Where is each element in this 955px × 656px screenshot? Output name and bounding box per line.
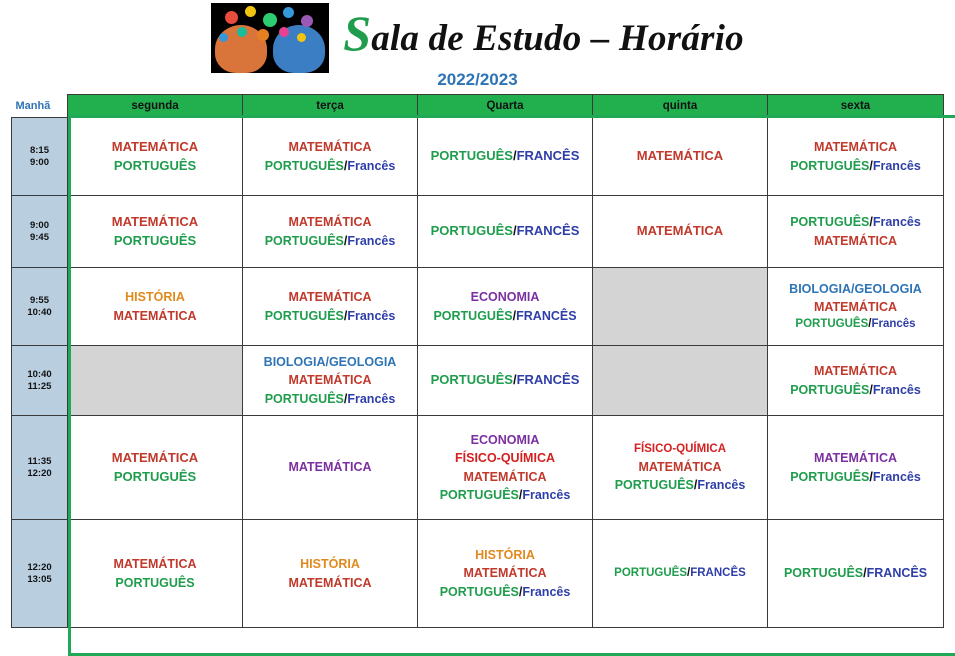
subject-token: MATEMÁTICA <box>288 215 372 230</box>
timetable-cell <box>418 416 593 520</box>
subject-line <box>246 574 414 592</box>
subject-line <box>596 476 764 494</box>
page-title <box>343 4 744 61</box>
subject-token: MATEMÁTICA <box>638 459 722 474</box>
timetable-cell <box>768 520 944 628</box>
subject-token: PORTUGUÊS <box>439 584 519 599</box>
subject-line <box>421 546 589 564</box>
timetable-row <box>12 346 944 416</box>
subject-token: Francês <box>347 308 396 323</box>
subject-token: / <box>343 158 348 173</box>
subject-line <box>421 431 589 449</box>
subject-line <box>771 298 940 316</box>
subject-line <box>421 288 589 306</box>
subject-line <box>71 555 239 573</box>
timetable-row <box>12 268 944 346</box>
timetable-row <box>12 118 944 196</box>
subject-token: MATEMÁTICA <box>813 140 898 155</box>
subject-token: PORTUGUÊS <box>264 308 344 323</box>
subject-token: Francês <box>347 158 396 173</box>
subject-line <box>771 280 940 298</box>
timetable <box>11 94 944 628</box>
subject-line <box>71 574 239 592</box>
time-cell: 8:15 9:00 <box>12 118 68 196</box>
subject-token: PORTUGUÊS <box>790 382 870 397</box>
subject-line <box>421 486 589 504</box>
subject-token: PORTUGUÊS <box>790 215 870 230</box>
subject-line <box>421 147 589 166</box>
subject-token: PORTUGUÊS <box>614 477 694 492</box>
subject-token: PORTUGUÊS <box>264 391 344 406</box>
subject-token: / <box>869 215 873 230</box>
day-header-quarta: Quarta <box>418 95 593 118</box>
subject-line <box>246 353 414 371</box>
subject-token: MATEMÁTICA <box>111 138 199 154</box>
subject-line <box>771 232 940 250</box>
subject-line <box>246 232 414 250</box>
subject-line <box>246 157 414 175</box>
subject-token: PORTUGUÊS <box>113 157 197 173</box>
subject-line <box>596 147 764 166</box>
subject-token: MATEMÁTICA <box>463 469 547 484</box>
subject-line <box>71 213 239 232</box>
subject-token: Francês <box>522 487 571 502</box>
subject-line <box>246 371 414 389</box>
timetable-row <box>12 196 944 268</box>
subject-token: / <box>863 566 867 581</box>
subject-token: / <box>868 318 872 331</box>
subject-token: MATEMÁTICA <box>111 213 199 229</box>
time-cell: 9:55 10:40 <box>12 268 68 346</box>
subject-line <box>71 157 239 176</box>
subject-line <box>246 390 414 408</box>
subject-token: / <box>518 487 523 502</box>
subject-token: Francês <box>872 215 921 230</box>
timetable-cell <box>243 268 418 346</box>
timetable-cell <box>68 520 243 628</box>
subject-token: MATEMÁTICA <box>636 223 724 239</box>
timetable-body <box>12 118 944 628</box>
timetable-cell <box>243 520 418 628</box>
timetable-cell <box>593 520 768 628</box>
subject-line <box>421 564 589 582</box>
timetable-cell <box>68 118 243 196</box>
subject-line <box>596 441 764 458</box>
subject-token: PORTUGUÊS <box>264 233 344 248</box>
subject-token: PORTUGUÊS <box>430 148 513 164</box>
subject-token: PORTUGUÊS <box>115 575 195 590</box>
header-row <box>12 95 944 118</box>
subject-token: / <box>512 223 517 239</box>
subject-token: FRANCÊS <box>690 567 746 580</box>
subject-line <box>246 555 414 573</box>
subject-token: MATEMÁTICA <box>113 557 197 572</box>
day-header-segunda: segunda <box>68 95 243 118</box>
subject-token: HISTÓRIA <box>300 557 360 572</box>
subject-token: / <box>869 158 873 173</box>
subject-token: MATEMÁTICA <box>288 373 372 388</box>
subject-line <box>771 138 940 156</box>
subject-line <box>771 362 940 380</box>
subject-token: / <box>343 308 348 323</box>
subject-token: MATEMÁTICA <box>288 575 372 590</box>
subject-line <box>596 222 764 241</box>
timetable-cell <box>243 196 418 268</box>
subject-line <box>71 468 239 487</box>
subject-token: / <box>343 233 348 248</box>
timetable-cell <box>418 346 593 416</box>
subject-line <box>71 232 239 251</box>
timetable-cell <box>593 118 768 196</box>
timetable-cell <box>68 416 243 520</box>
timetable-cell-empty <box>593 268 768 346</box>
subject-token: Francês <box>522 584 571 599</box>
page-header <box>0 0 955 74</box>
subject-token: MATEMÁTICA <box>288 460 372 475</box>
subject-token: PORTUGUÊS <box>113 232 197 248</box>
timetable-cell <box>768 118 944 196</box>
day-header-terca: terça <box>243 95 418 118</box>
subject-token: MATEMÁTICA <box>463 566 547 581</box>
subject-token: Francês <box>697 477 746 492</box>
period-label: Manhã <box>12 95 68 118</box>
subject-token: / <box>512 308 517 323</box>
timetable-cell <box>768 346 944 416</box>
subject-token: / <box>687 567 691 580</box>
timetable-cell-empty <box>68 346 243 416</box>
time-cell: 10:40 11:25 <box>12 346 68 416</box>
subject-token: MATEMÁTICA <box>288 290 372 305</box>
subject-token: PORTUGUÊS <box>433 308 513 323</box>
subject-token: MATEMÁTICA <box>813 233 898 248</box>
subject-token: HISTÓRIA <box>125 290 185 305</box>
timetable-cell <box>768 416 944 520</box>
subject-line <box>71 307 239 325</box>
timetable-cell <box>243 416 418 520</box>
timetable-cell <box>68 196 243 268</box>
time-cell: 9:00 9:45 <box>12 196 68 268</box>
page-title-rest: ala de Estudo – Horário <box>371 17 744 59</box>
subject-line <box>421 449 589 467</box>
subject-token: PORTUGUÊS <box>439 487 519 502</box>
timetable-row <box>12 520 944 628</box>
day-header-sexta: sexta <box>768 95 944 118</box>
subject-token: PORTUGUÊS <box>790 469 870 484</box>
subject-line <box>771 157 940 175</box>
timetable-cell <box>593 416 768 520</box>
subject-line <box>421 371 589 390</box>
timetable-cell-empty <box>593 346 768 416</box>
subject-line <box>421 583 589 601</box>
subject-line <box>596 458 764 476</box>
subject-line <box>596 565 764 582</box>
subject-line <box>771 468 940 486</box>
subject-token: FÍSICO-QUÍMICA <box>455 451 555 466</box>
subject-token: BIOLOGIA/GEOLOGIA <box>789 282 922 297</box>
subject-token: / <box>512 372 517 388</box>
subject-line <box>246 138 414 156</box>
subject-token: MATEMÁTICA <box>813 451 898 466</box>
subject-token: PORTUGUÊS <box>113 468 197 484</box>
subject-token: Francês <box>347 391 396 406</box>
subject-line <box>71 138 239 157</box>
subject-token: MATEMÁTICA <box>813 364 898 379</box>
subject-line <box>71 449 239 468</box>
subject-token: MATEMÁTICA <box>636 148 724 164</box>
subject-token: PORTUGUÊS <box>795 318 869 331</box>
subject-token: FRANCÊS <box>516 308 577 323</box>
subject-line <box>246 307 414 325</box>
timetable-cell <box>418 196 593 268</box>
timetable-cell <box>418 118 593 196</box>
subject-line <box>246 213 414 231</box>
day-header-quinta: quinta <box>593 95 768 118</box>
subject-token: Francês <box>871 318 916 331</box>
subject-token: / <box>869 382 873 397</box>
subject-token: PORTUGUÊS <box>430 372 513 388</box>
subject-token: Francês <box>872 469 921 484</box>
timetable-cell <box>768 268 944 346</box>
subject-token: PORTUGUÊS <box>264 158 344 173</box>
timetable-cell <box>243 346 418 416</box>
subject-line <box>421 468 589 486</box>
school-year-label: 2022/2023 <box>437 70 518 89</box>
subject-token: / <box>518 584 523 599</box>
timetable-row <box>12 416 944 520</box>
timetable-head <box>12 95 944 118</box>
subject-token: ECONOMIA <box>470 290 540 305</box>
subject-line <box>246 288 414 306</box>
subject-token: MATEMÁTICA <box>288 140 372 155</box>
subject-token: FRANCÊS <box>866 566 928 581</box>
timetable-cell <box>418 520 593 628</box>
timetable-cell <box>68 268 243 346</box>
time-cell: 12:20 13:05 <box>12 520 68 628</box>
subject-line <box>771 564 940 582</box>
subject-token: Francês <box>347 233 396 248</box>
subject-token: FRANCÊS <box>516 372 580 388</box>
time-cell: 11:35 12:20 <box>12 416 68 520</box>
subject-token: FÍSICO-QUÍMICA <box>634 443 726 456</box>
subject-line <box>771 316 940 333</box>
subject-line <box>421 222 589 241</box>
subject-token: BIOLOGIA/GEOLOGIA <box>263 355 397 370</box>
subject-line <box>71 288 239 306</box>
brain-network-logo-icon <box>211 3 329 73</box>
subject-token: Francês <box>872 382 921 397</box>
subject-token: / <box>869 469 873 484</box>
subject-token: Francês <box>872 158 921 173</box>
subject-token: FRANCÊS <box>516 223 580 239</box>
timetable-cell <box>243 118 418 196</box>
page-title-initial: S <box>343 4 372 61</box>
timetable-cell <box>593 196 768 268</box>
subject-token: MATEMÁTICA <box>113 308 197 323</box>
subject-token: FRANCÊS <box>516 148 580 164</box>
subject-token: PORTUGUÊS <box>790 158 870 173</box>
subject-token: PORTUGUÊS <box>614 567 688 580</box>
subject-token: / <box>343 391 348 406</box>
subject-token: / <box>512 148 517 164</box>
subject-token: PORTUGUÊS <box>430 223 513 239</box>
subject-line <box>771 449 940 467</box>
subject-line <box>246 458 414 476</box>
subject-token: / <box>693 477 698 492</box>
subject-token: ECONOMIA <box>470 433 540 448</box>
timetable-cell <box>418 268 593 346</box>
subject-token: HISTÓRIA <box>475 548 535 563</box>
subject-line <box>771 381 940 399</box>
timetable-cell <box>768 196 944 268</box>
subject-line <box>421 307 589 325</box>
subject-token: MATEMÁTICA <box>111 449 199 465</box>
subject-token: PORTUGUÊS <box>783 566 864 581</box>
subject-token: MATEMÁTICA <box>813 300 898 315</box>
subject-line <box>771 213 940 231</box>
